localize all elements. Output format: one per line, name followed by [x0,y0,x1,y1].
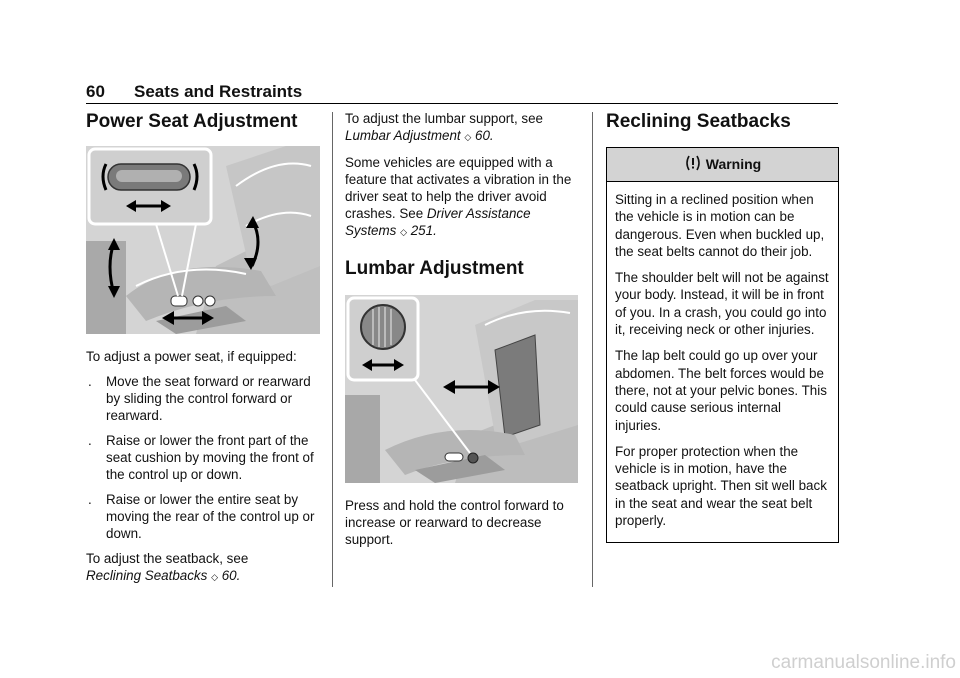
watermark: carmanualsonline.info [771,652,956,673]
bullet-symbol: . [88,492,92,507]
warning-icon [684,155,702,174]
bullet-text: Raise or lower the entire seat by moving the rear of the control up or down. [106,492,315,541]
section-title: Seats and Restraints [134,82,303,101]
column-3 [606,110,838,543]
ref-arrow-icon: ◇ [464,132,472,142]
warning-header [607,148,838,182]
lumbar-reference: To adjust the lumbar support, see Lumbar Adjustment ◇ 60. [345,111,543,143]
ref-arrow-icon: ◇ [400,227,407,237]
power-seat-heading: Power Seat Adjustment [86,111,298,132]
bullet-symbol: . [88,374,92,389]
bullet-text: Raise or lower the front part of the seat cushion by moving the front of the control up or down. [106,433,314,482]
warning-title: Warning [705,156,762,172]
lumbar-heading: Lumbar Adjustment [345,258,524,279]
lumbar-instructions: Press and hold the control forward to increase or rearward to decrease support. [345,498,564,547]
column-2 [345,110,581,556]
warning-paragraph: The lap belt could go up over your abdomen. The belt forces would be there, not at your pelvic bones. This could cause serious internal injuries. [615,348,827,433]
column-divider-1 [332,112,333,587]
driver-assistance-link[interactable]: Driver Assistance Systems [345,206,531,238]
power-seat-illustration [86,146,320,334]
warning-paragraph: Sitting in a reclined position when the vehicle is in motion can be dangerous. Even when buckled up, the seat belts cannot do their job. [615,192,825,259]
bullet-item [86,491,322,542]
warning-body [607,182,838,542]
lumbar-illustration [345,295,578,483]
lumbar-adjustment-link[interactable]: Lumbar Adjustment [345,128,461,143]
driver-assist-paragraph: Some vehicles are equipped with a feature that activates a vibration in the driver seat to help the driver avoid crashes. See Driver Assistance Systems ◇ 251. [345,155,572,238]
reclining-seatbacks-link[interactable]: Reclining Seatbacks [86,568,208,583]
header-rule [86,103,838,104]
bullet-text: Move the seat forward or rearward by sliding the control forward or rearward. [106,374,311,423]
column-divider-2 [592,112,593,587]
power-seat-intro: To adjust a power seat, if equipped: [86,349,297,364]
reclining-heading: Reclining Seatbacks [606,111,791,132]
seatback-reference: To adjust the seatback, see Reclining Seatbacks ◇ 60. [86,551,249,583]
warning-paragraph: For proper protection when the vehicle is in motion, have the seatback upright. Then sit well back in the seat and wear the seat belt properly. [615,443,827,529]
bullet-item [86,373,322,424]
warning-paragraph: The shoulder belt will not be against your body. Instead, it will be in front of you. In a crash, you could go into it, receiving neck or other injuries. [615,270,829,338]
bullet-symbol: . [88,433,92,448]
page-number: 60 [86,82,105,101]
bullet-item [86,432,322,483]
ref-arrow-icon: ◇ [211,572,218,582]
warning-box [606,147,839,543]
column-1 [86,110,322,594]
